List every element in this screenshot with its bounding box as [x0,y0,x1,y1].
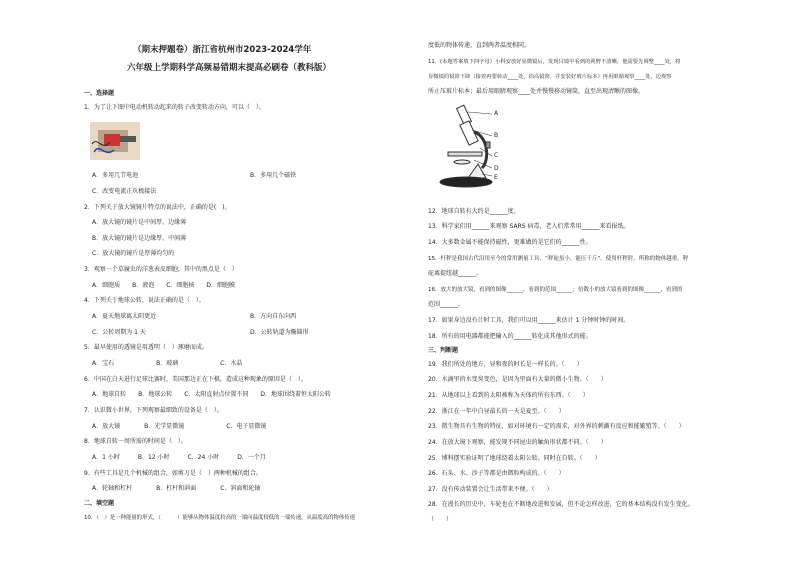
page-title-line1: （期末押题卷）浙江省杭州市2023-2024学年 [133,45,312,55]
question-5: 5．最早使用的透镜是用透明（ ）琢磨而成。 [84,344,208,351]
question-13: 13．科学家们用______来观察 SARS 病毒，老人们常常用______来看报纸。 [428,223,630,230]
question-25: 25．博科摆实验证明了地球绕着太阳公转。同时在自转。（ ） [428,455,601,462]
question-11-line2: 显微镜的镜筒下降（接着再要转动____处，拾高镜筒，并安装好玻片标本）再用眼睛观察____处，边观察 [428,74,672,80]
question-19: 19．我们所处的地方，昼和夜的时长是一样长的。（ ） [428,361,583,368]
question-27: 27．没有传动装置会让生活带来不便。（ ） [428,486,553,493]
question-20: 20．水滴里的水变臭变色，是因为里面有大量的微小生物。（ ） [428,376,607,383]
question-8: 8．地球自转一周所需的时间是（ ）。 [84,438,187,445]
q7-options: A．放大镜 B．光学显微镜 C．电子显微镜 [92,423,267,430]
q4-option-a: A．夏天地球离太阳更近 [92,313,157,320]
question-28: 28．在漫长的历史中，车轮也在不断地改进和发展，但不论怎样改进，它的基本结构没有发生变化。 [428,501,694,508]
question-11-line1: 11．(本题答案填下四字母）小科安放好显微镜后，发现目镜中看到的视野不清晰，他需要先调整____处，将 [428,59,681,65]
question-1: 1．为了让下图中电动机转动起来的转子改变转动方向，可以（ ）。 [84,104,265,111]
question-3: 3．观察一个草履虫的洋葱表皮细胞，其中的黑点是（ ） [84,266,238,273]
microscope-label-b: B [494,132,499,139]
question-7: 7．认识微小世界，下列观察最细致的设备是（ ）。 [84,407,223,414]
question-14: 14．大多数金属不能保持磁性，更难做的是它们的______性。 [428,239,592,246]
section-judge-heading: 三、判断题 [428,347,459,354]
question-24: 24．在放大镜下观察，能发现不同昆虫的触角形状都不同。（ ） [428,439,607,446]
q10-continuation: 度低的物体传递，直到两者温度相同。 [428,42,531,49]
question-23: 23．微生物具有生物的特征，如对环境有一定的需求，对外界的刺激有反应和能繁殖等。（ ） [428,423,685,430]
q1-option-b: B．多用几个磁铁 [250,172,297,179]
q4-option-b: B．方向自东向西 [250,313,297,320]
microscope-label-d: D [494,165,499,172]
q2-option-b: B．放大镜的镜片是边缘厚、中间薄 [92,235,187,242]
question-18: 18．所有的用电器都能把输入的______转化成其他形式的能。 [428,333,592,340]
question-4: 4．下列关于地球公转，说法正确的是（ ）。 [84,297,205,304]
q8-options: A．1 小时 B．12 小时 C．24 小时 D．一个月 [92,454,266,461]
q4-option-d: D．公转轨道为椭圆形 [250,329,309,336]
question-6: 6．中国在白天进行足球比赛时，美国那边正在下棋，造成这种现象的原因是（ ）。 [84,376,307,383]
question-2: 2．下列关于放大镜镜片特点的说法中，正确的是( )。 [84,204,231,211]
question-22: 22．浙江在一年中白昼最长的一天是夏至。（ ） [428,408,565,415]
q9-options: A．轮轴和杠杆 B．杠杆和斜面 C．斜面和轮轴 [92,485,261,492]
q4-option-c: C．公转周期为 1 天 [92,329,146,336]
motor-photo [90,122,140,160]
question-26: 26．石头、水、沙子等都是由微粒构成的。（ ） [428,470,565,477]
question-16-line2: 范围______。 [428,301,465,308]
section-choice-heading: 一、选择题 [84,90,115,97]
question-11-line3: 所止压玻片标本；最后用眼睛观察____处并慢慢移动镜筒，直至出现清晰的图像。 [428,88,645,95]
q2-option-c: C．放大镜的镜片是厚薄均匀的 [92,250,175,257]
q1-option-c: C．改变电流正负极接法 [92,188,157,195]
page-title-line2: 六年级上学期科学高频易错期末提高必刷卷（教科版） [127,63,332,73]
microscope-label-a: A [494,110,499,117]
q3-options: A．细胞质 B．液泡 C．细胞核 D．细胞膜 [92,282,236,289]
question-12: 12．地球自转有大约是______度。 [428,208,520,215]
question-16-line1: 16．放大的放大镜，看到的图像______，看到的范围______；倍数小的放大镜看到的图像______，看到的 [428,287,683,293]
q6-options: A．地球自转 B．地球公转 C．太阳直射点位置不同 D．地球围绕着恒太阳公转 [92,391,332,398]
q2-option-a: A．放大镜的镜片是中间厚、边缘薄 [92,219,187,226]
q5-options: A．宝石 B．玻璃 C．水晶 [92,360,243,367]
question-21: 21．从地球以上看到的太阳被称为天体的所有东西。（ ） [428,392,589,399]
q1-option-a: A．多用几节电池 [92,172,139,179]
question-15-line1: 15．杆秤是我国古代沿用至今的常用测量工具，“秤砣虽小，能压千斤”。使用杆秤时，所称的物体越重，秤 [428,256,689,262]
microscope-label-c: C [494,152,499,159]
question-17: 17．如果身边没有计时工具，我们可以用______来估计 1 分钟时钟的时间。 [428,317,630,324]
question-15-line2: 砣离提纽越______。 [428,270,483,277]
section-fill-heading: 二、填空题 [84,500,115,507]
microscope-label-e: E [494,174,498,181]
question-28-answer-paren: （ ） [428,516,453,523]
question-10: 10．（ ）是一种能量的形式，（ ）能够从物体温度较高的一端向温度较低的一端传递，从温度高的物体传递 [84,515,355,521]
question-9: 9．有些工具是几个机械的组合，如剪刀是（ ）两种机械的组合。 [84,470,262,477]
